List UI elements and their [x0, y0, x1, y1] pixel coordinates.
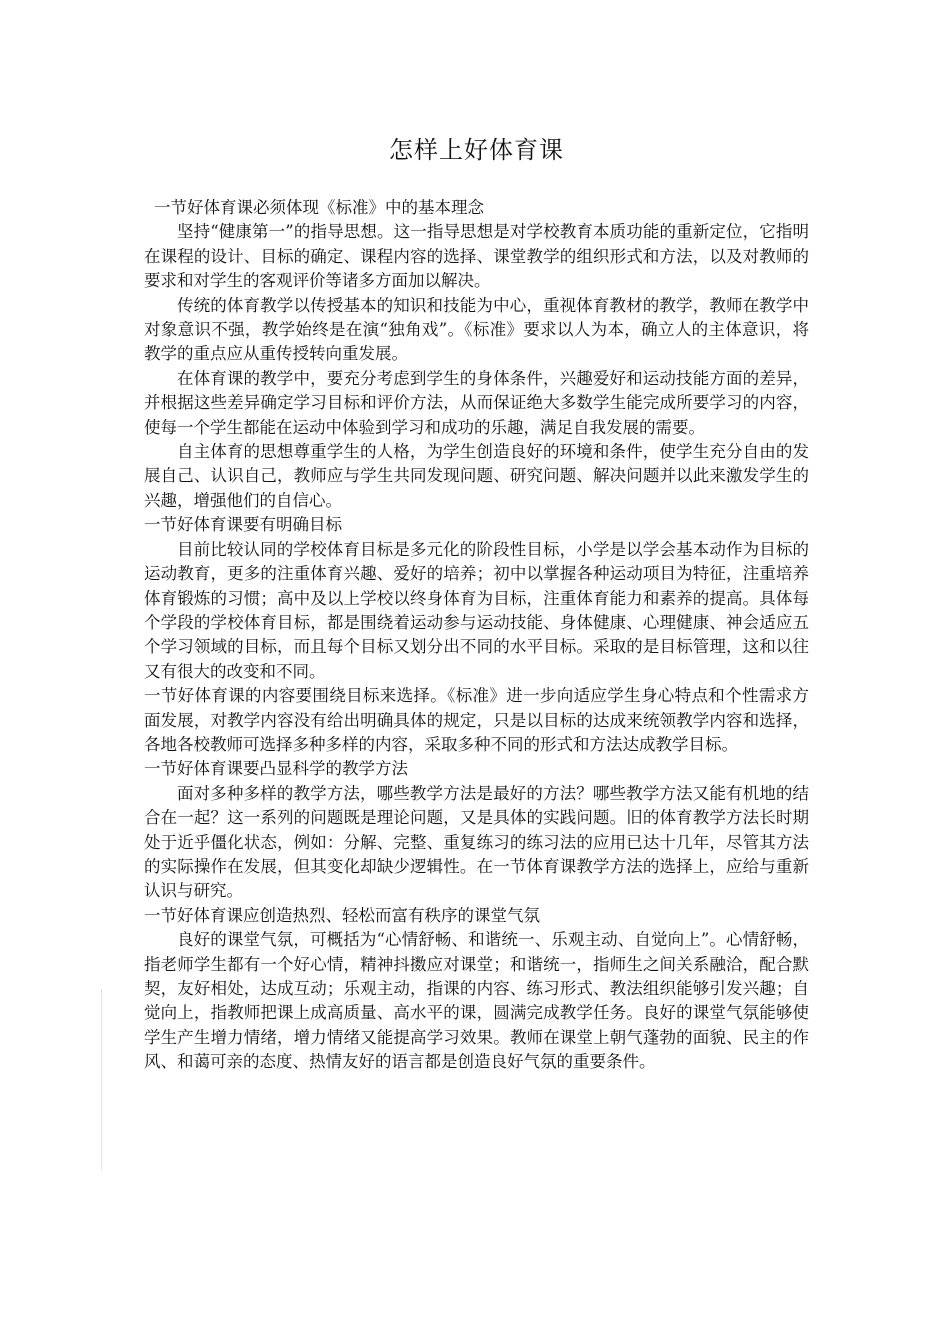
section-heading-core-concepts: 一节好体育课必须体现《标准》中的基本理念 — [154, 198, 484, 217]
document-title: 怎样上好体育课 — [389, 136, 564, 164]
paragraph: 在体育课的教学中，要充分考虑到学生的身体条件，兴趣爱好和运动技能方面的差异，并根据这些差异确定学习目标和评价方法，从而保证绝大多数学生能完成所要学习的内容，使每一个学生都能在运动中体验到学习和成功的乐趣，满足自我发展的需要。 — [144, 368, 809, 437]
section-heading-teaching-methods: 一节好体育课要凸显科学的教学方法 — [144, 759, 408, 779]
paragraph: 传统的体育教学以传授基本的知识和技能为中心，重视体育教材的教学，教师在教学中对象意识不强，教学始终是在演“独角戏”。《标准》要求以人为本，确立人的主体意识，将教学的重点应从重传授转向重发展。 — [144, 295, 809, 364]
margin-rule — [101, 990, 102, 1170]
paragraph-content-selection: 一节好体育课的内容要围绕目标来选择。《标准》进一步向适应学生身心特点和个性需求方面发展，对教学内容没有给出明确具体的规定，只是以目标的达成来统领教学内容和选择，各地各校教师可选择多种多样的内容，采取多种不同的形式和方法达成教学目标。 — [144, 686, 809, 754]
section-heading-clear-goals: 一节好体育课要有明确目标 — [144, 515, 342, 535]
paragraph: 目前比较认同的学校体育目标是多元化的阶段性目标，小学是以学会基本动作为目标的运动教育，更多的注重体育兴趣、爱好的培养；初中以掌握各种运动项目为特征，注重培养体育锻炼的习惯；高中及以上学校以终身体育为目标，注重体育能力和素养的提高。具体每个学段的学校体育目标，都是围绕着运动参与运动技能、身体健康、心理健康、神会适应五个学习领域的目标，而且每个目标又划分出不同的水平目标。采取的是目标管理，这和以往又有很大的改变和不同。 — [144, 539, 809, 681]
paragraph: 良好的课堂气氛，可概括为“心情舒畅、和谐统一、乐观主动、自觉向上”。心情舒畅，指老师学生都有一个好心情，精神抖擞应对课堂；和谐统一，指师生之间关系融洽，配合默契，友好相处，达成互动；乐观主动，指课的内容、练习形式、教法组织能够引发兴趣；自觉向上，指教师把课上成高质量、高水平的课，圆满完成教学任务。良好的课堂气氛能够使学生产生增力情绪，增力情绪又能提高学习效果。教师在课堂上朝气蓬勃的面貌、民主的作风、和蔼可亲的态度、热情友好的语言都是创造良好气氛的重要条件。 — [144, 930, 809, 1072]
document-page — [144, 130, 809, 1075]
paragraph: 面对多种多样的教学方法，哪些教学方法是最好的方法？哪些教学方法又能有机地的结合在一起？这一系列的问题既是理论问题，又是具体的实践问题。旧的体育教学方法长时期处于近乎僵化状态，例如：分解、完整、重复练习的练习法的应用已达十几年，尽管其方法的实际操作在发展，但其变化却缺少逻辑性。在一节体育课教学方法的选择上，应给与重新认识与研究。 — [144, 783, 809, 901]
section-heading-classroom-atmosphere: 一节好体育课应创造热烈、轻松而富有秩序的课堂气氛 — [144, 905, 540, 925]
paragraph: 自主体育的思想尊重学生的人格，为学生创造良好的环境和条件，使学生充分自由的发展自己、认识自己，教师应与学生共同发现问题、研究问题、解决问题并以此来激发学生的兴趣，增强他们的自信心。 — [144, 442, 809, 510]
paragraph: 坚持“健康第一”的指导思想。这一指导思想是对学校教育本质功能的重新定位，它指明在课程的设计、目标的确定、课程内容的选择、课堂教学的组织形式和方法，以及对教师的要求和对学生的客观评价等诸多方面加以解决。 — [144, 222, 809, 291]
